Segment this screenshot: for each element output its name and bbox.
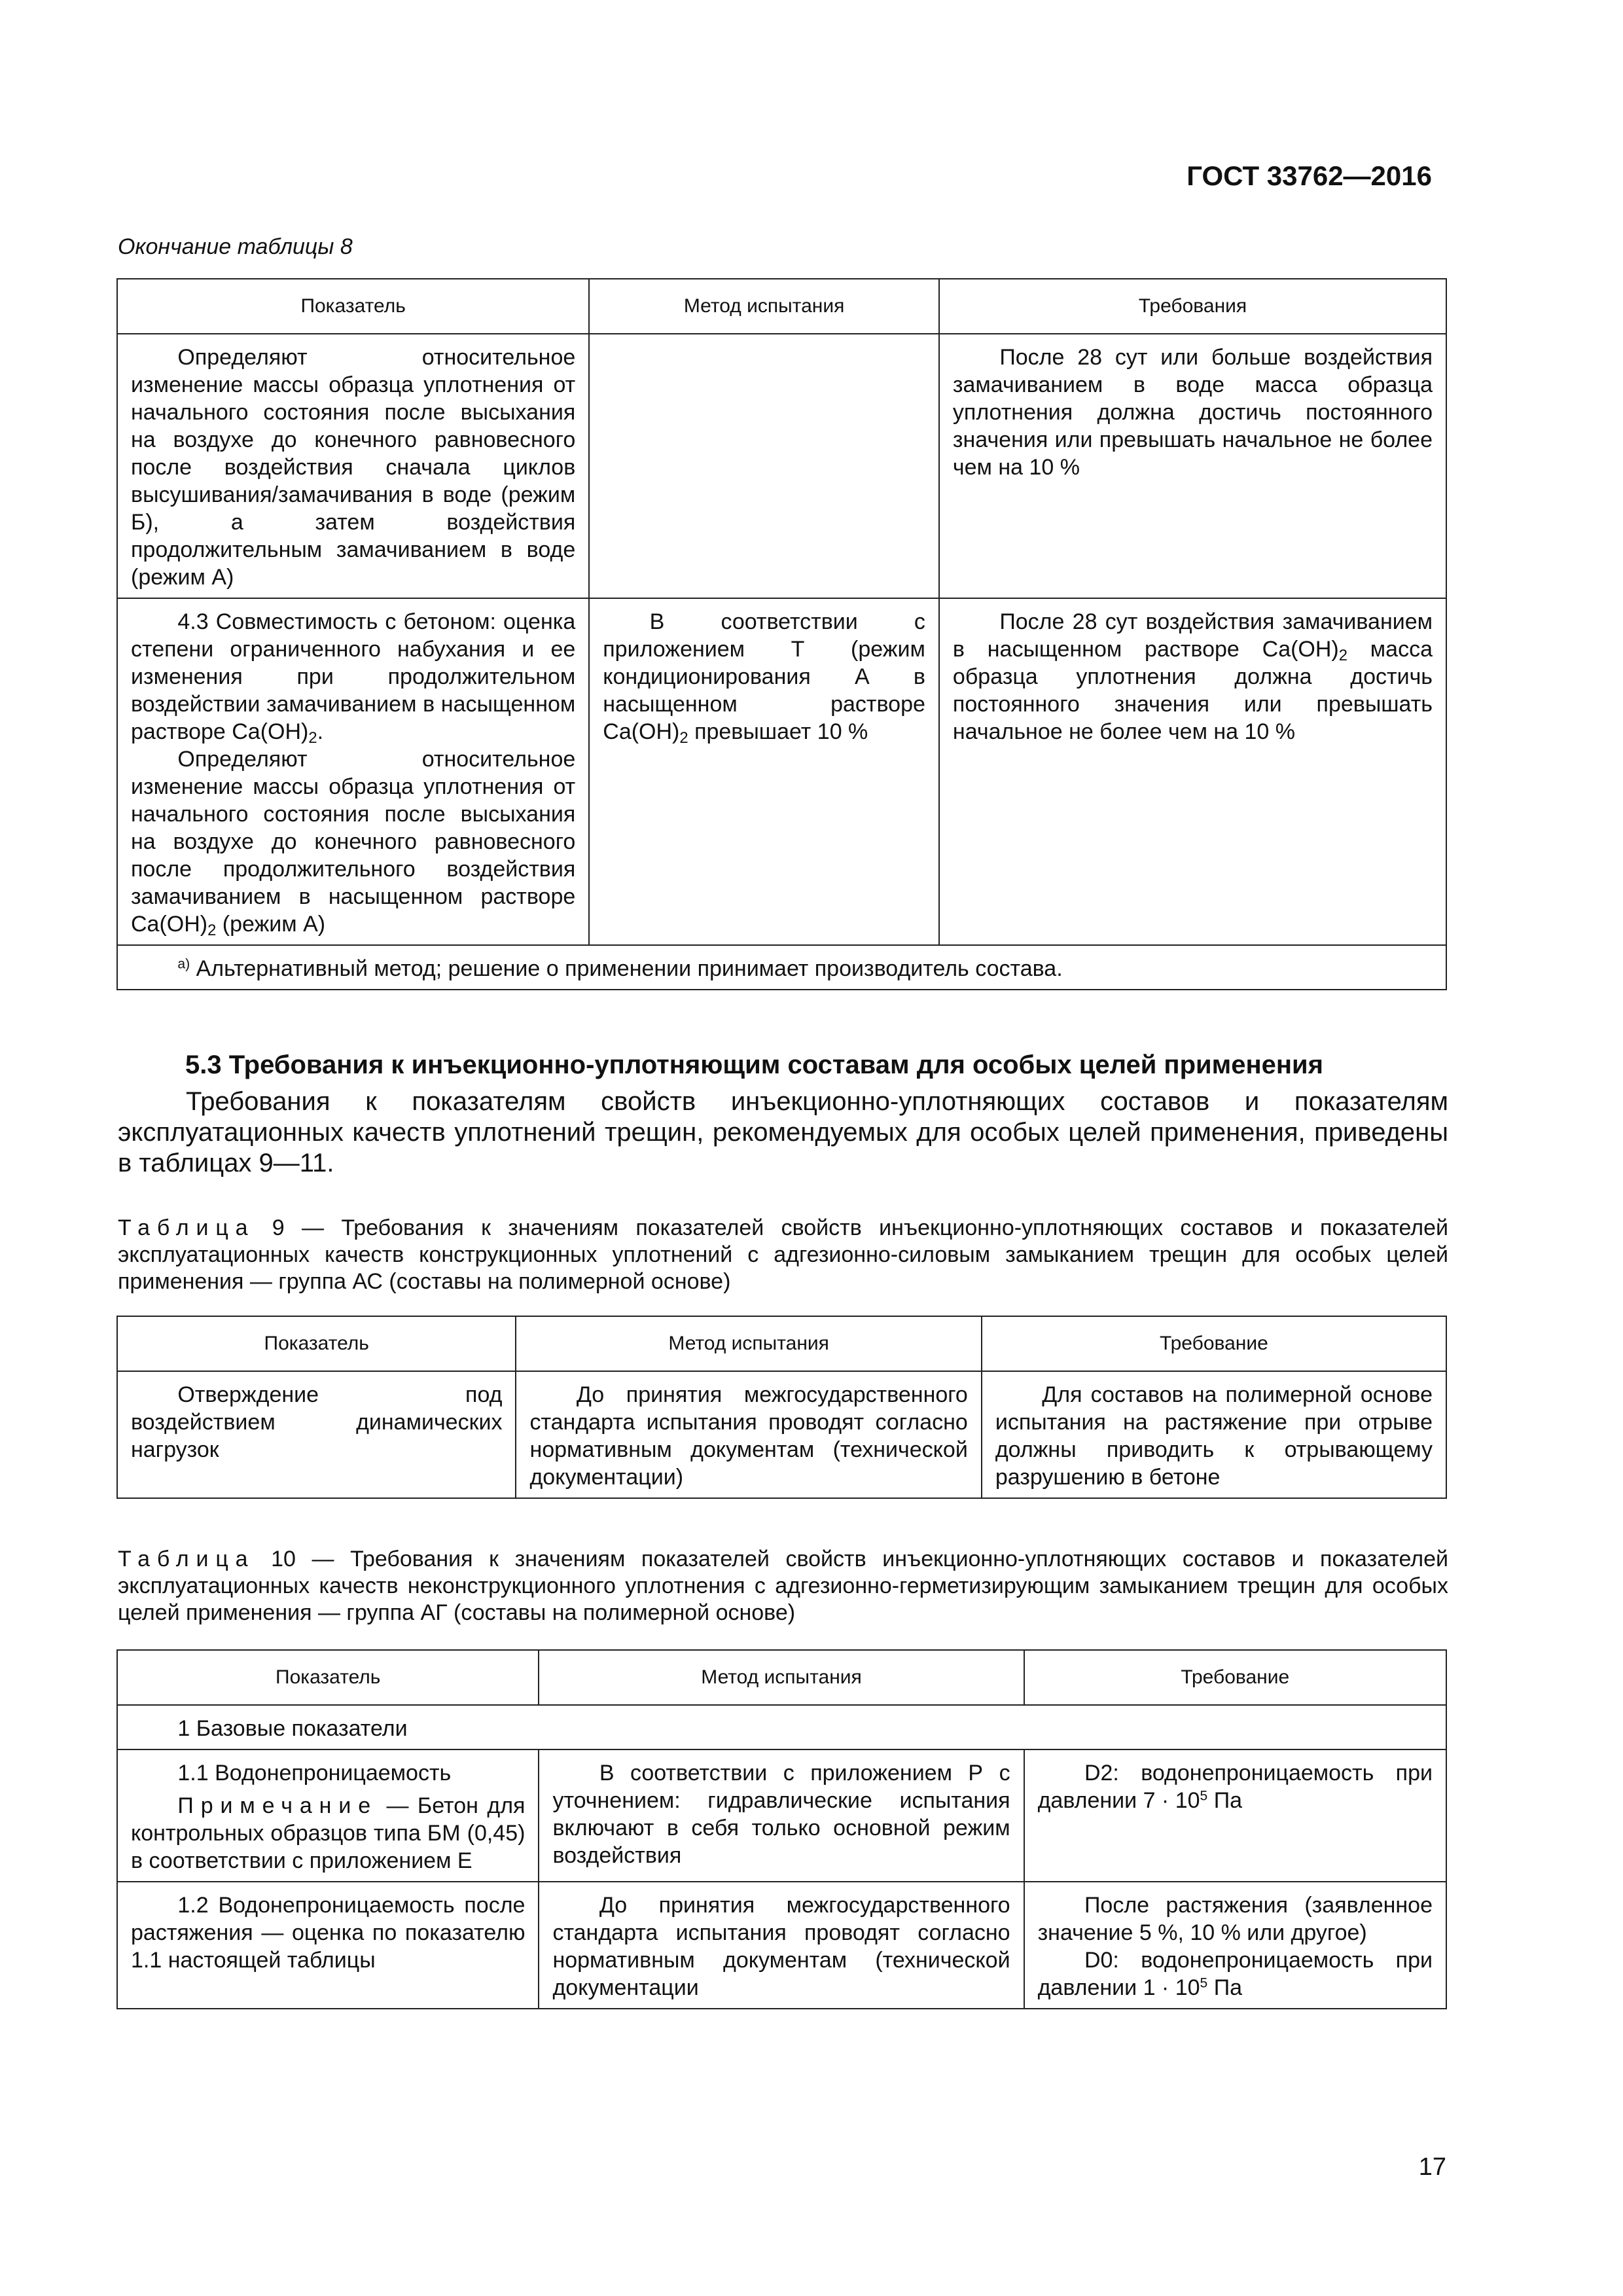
table-row bbox=[117, 1371, 1446, 1498]
indicator-cell bbox=[117, 1371, 516, 1498]
text-run: 4.3 Совместимость с бетоном: оценка степени ограниченного набухания и ее изменения при продолжительном воздействии замачиванием в насыщенном растворе Ca(OH) bbox=[131, 609, 576, 744]
cell-text: Отверждение под воздействием динамических нагрузок bbox=[131, 1382, 503, 1462]
footnote bbox=[131, 955, 1433, 982]
footnote-mark: а) bbox=[177, 956, 190, 972]
requirement-cell bbox=[1024, 1749, 1446, 1882]
table-row bbox=[117, 598, 1446, 945]
table-row bbox=[117, 334, 1446, 598]
method-cell bbox=[539, 1882, 1024, 2009]
table-9-caption bbox=[118, 1215, 1448, 1295]
caption-text: 9 — Требования к значениям показателей свойств инъекционно-уплотняющих составов и показателей эксплуатационных качеств конструкционных уплотнений с адгезионно-силовым замыканием трещин для особых целей применения — группа АС (составы на полимерной основе) bbox=[118, 1215, 1448, 1294]
table-row bbox=[117, 1882, 1446, 2009]
method-cell bbox=[589, 598, 939, 945]
text-run: D2: водонепроницаемость при давлении 7 · 10 bbox=[1037, 1761, 1433, 1813]
footnote-text: Альтернативный метод; решение о применении принимает производитель состава. bbox=[190, 956, 1063, 981]
cell-text bbox=[131, 745, 575, 938]
footnote-cell bbox=[117, 945, 1446, 990]
text-run: В соответствии с приложением Т (режим кондиционирования А в насыщенном растворе Ca(OH) bbox=[603, 609, 925, 744]
subscript: 2 bbox=[1338, 646, 1347, 664]
group-heading: 1 Базовые показатели bbox=[177, 1716, 408, 1741]
page-number: 17 bbox=[1418, 2153, 1446, 2181]
group-cell bbox=[117, 1705, 1446, 1749]
column-header: Показатель bbox=[117, 1650, 539, 1705]
text-run: (режим А) bbox=[216, 912, 326, 937]
requirement-cell bbox=[939, 334, 1446, 598]
subscript: 2 bbox=[207, 921, 217, 939]
document-code: ГОСТ 33762—2016 bbox=[1186, 160, 1432, 191]
column-header: Требование bbox=[982, 1316, 1446, 1371]
requirement-cell bbox=[1024, 1882, 1446, 2009]
text-run: После 28 сут воздействия замачиванием в насыщенном растворе Ca(OH) bbox=[952, 609, 1433, 662]
indicator-cell bbox=[117, 1882, 539, 2009]
section-title: 5.3 Требования к инъекционно-уплотняющим составам для особых целей применения bbox=[185, 1050, 1323, 1079]
cell-text: После 28 сут или больше воздействия замачиванием в воде масса образца уплотнения должна достичь постоянного значения или превышать начальное не более чем на 10 % bbox=[952, 345, 1433, 480]
subscript: 2 bbox=[308, 728, 317, 747]
cell-text: 1.2 Водонепроницаемость после растяжения — оценка по показателю 1.1 настоящей таблицы bbox=[131, 1893, 526, 1973]
table-header-row bbox=[117, 1650, 1446, 1705]
subscript: 2 bbox=[679, 728, 688, 747]
method-cell bbox=[589, 334, 939, 598]
column-header: Метод испытания bbox=[516, 1316, 981, 1371]
note-label: Примечание bbox=[177, 1793, 378, 1818]
column-header: Показатель bbox=[117, 279, 589, 334]
table-header-row bbox=[117, 279, 1446, 334]
indicator-cell bbox=[117, 1749, 539, 1882]
superscript: 5 bbox=[1200, 1975, 1208, 1991]
cell-text bbox=[603, 608, 925, 745]
cell-text: 1.1 Водонепроницаемость bbox=[177, 1761, 452, 1785]
column-header: Метод испытания bbox=[589, 279, 939, 334]
cell-text: До принятия межгосударственного стандарта испытания проводят согласно нормативным документам (технической документации) bbox=[529, 1382, 968, 1490]
note-text: — Бетон для контрольных образцов типа БМ (0,45) в соответствии с приложением Е bbox=[131, 1793, 526, 1873]
table-header-row bbox=[117, 1316, 1446, 1371]
table-10-caption bbox=[118, 1546, 1448, 1626]
superscript: 5 bbox=[1200, 1788, 1208, 1804]
cell-text bbox=[131, 608, 575, 745]
text-run: Па bbox=[1207, 1788, 1243, 1813]
column-header: Метод испытания bbox=[539, 1650, 1024, 1705]
text-run: D0: водонепроницаемость при давлении 1 · 10 bbox=[1037, 1948, 1433, 2000]
column-header: Показатель bbox=[117, 1316, 516, 1371]
requirement-cell bbox=[982, 1371, 1446, 1498]
caption-label: Таблица bbox=[118, 1215, 255, 1240]
indicator-cell bbox=[117, 598, 589, 945]
cell-text bbox=[1038, 1759, 1433, 1814]
cell-text: До принятия межгосударственного стандарта испытания проводят согласно нормативным документам (технической документации bbox=[552, 1893, 1010, 2000]
cell-text bbox=[953, 608, 1433, 745]
text-run: . bbox=[317, 719, 324, 744]
text-run: Определяют относительное изменение массы образца уплотнения от начального состояния после высыхания на воздухе до конечного равновесного после продолжительного воздействия замачиванием в насыщенном растворе Ca(OH) bbox=[131, 747, 576, 937]
indicator-cell bbox=[117, 334, 589, 598]
column-header: Требования bbox=[939, 279, 1446, 334]
text-run: масса образца уплотнения должна достичь постоянного значения или превышать начальное не более чем на 10 % bbox=[952, 637, 1433, 744]
table-continuation-caption: Окончание таблицы 8 bbox=[118, 234, 353, 259]
cell-text: В соответствии с приложением Р с уточнением: гидравлические испытания включают в себя только основной режим воздействия bbox=[552, 1761, 1010, 1868]
cell-text: Для составов на полимерной основе испытания на растяжение при отрыве должны приводить к отрывающему разрушению в бетоне bbox=[995, 1382, 1433, 1490]
paragraph: Требования к показателям свойств инъекционно-уплотняющих составов и показателям эксплуатационных качеств уплотнений трещин, рекомендуемых для особых целей применения, приведены в таблицах 9—11. bbox=[118, 1087, 1448, 1177]
caption-text: 10 — Требования к значениям показателей свойств инъекционно-уплотняющих составов и показателей эксплуатационных качеств неконструкционного уплотнения с адгезионно-герметизирующим замыканием трещин для особых целей применения — группа АГ (составы на полимерной основе) bbox=[118, 1547, 1448, 1625]
column-header: Требование bbox=[1024, 1650, 1446, 1705]
text-run: Па bbox=[1207, 1975, 1243, 2000]
cell-text bbox=[1038, 1946, 1433, 2001]
text-run: превышает 10 % bbox=[688, 719, 868, 744]
requirement-cell bbox=[939, 598, 1446, 945]
footnote-row bbox=[117, 945, 1446, 990]
method-cell bbox=[516, 1371, 981, 1498]
table-8 bbox=[116, 278, 1447, 990]
cell-text: Определяют относительное изменение массы образца уплотнения от начального состояния после высыхания на воздухе до конечного равновесного после воздействия сначала циклов высушивания/замачивания в воде (режим Б), а затем воздействия продолжительным замачиванием в воде (режим А) bbox=[131, 345, 576, 590]
section-body bbox=[118, 1086, 1448, 1179]
cell-note bbox=[131, 1792, 525, 1874]
caption-label: Таблица bbox=[118, 1547, 255, 1571]
method-cell bbox=[539, 1749, 1024, 1882]
table-row bbox=[117, 1749, 1446, 1882]
table-9 bbox=[116, 1316, 1447, 1499]
cell-text: После растяжения (заявленное значение 5 %, 10 % или другое) bbox=[1037, 1893, 1433, 1945]
group-row bbox=[117, 1705, 1446, 1749]
table-10 bbox=[116, 1649, 1447, 2009]
